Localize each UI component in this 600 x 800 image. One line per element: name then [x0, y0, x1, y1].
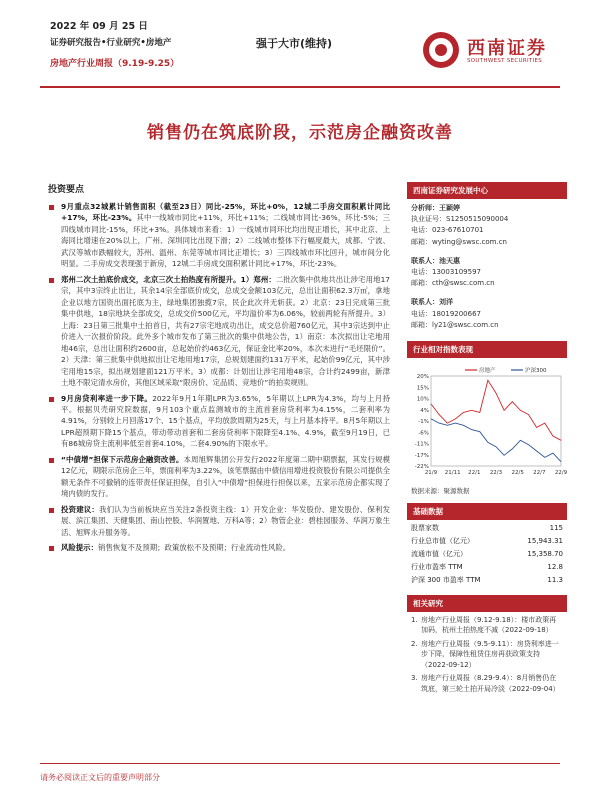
highlight-bold: 9月重点32城累计销售面积（截至23日）同比-25%，环比+0%，12城二手房交面积累计同比+17%，环比-23%。 [61, 202, 390, 223]
report-title: 销售仍在筑底阶段，示范房企融资改善 [147, 123, 453, 143]
relative-index-chart [407, 362, 567, 484]
stat-value: 12.8 [547, 563, 563, 572]
y-tick-label: -1% [418, 418, 429, 425]
logo-cn-text: 西南证券 [467, 38, 547, 59]
highlight-bold: “中债增”担保下示范房企融资改善。 [61, 454, 184, 464]
investment-highlights [48, 182, 390, 558]
stat-value: 11.3 [547, 576, 563, 585]
highlight-text: 其中一线城市同比+11%，环比+11%；二线城市同比-36%，环比-5%；三四线城市同比-15%，环比+3%。具体城市来看：1）一线城市同环比均出现正增长，其中北京、上海同比增速在20%以上，广州、深圳同比出现下滑；2）二线城市整体下行幅度最大，成都、宁波、武汉等城市跌幅较大，苏州、温州、东莞等城市同比正增长；3）三四线城市环比回升，城市间分化明显。二手房成交表现强于新房，12城二手房成交面积累计同比+17%，环比-23%。 [61, 213, 390, 269]
header-divider [40, 86, 560, 88]
sidebar [407, 182, 567, 697]
y-tick-label: -11% [414, 441, 429, 448]
y-tick-label: -17% [414, 452, 429, 459]
highlight-text: 销售恢复不及预期；政策放松不及预期；行业流动性风险。 [97, 543, 291, 553]
table-row [407, 522, 567, 535]
stat-label: 行业总市值（亿元） [411, 537, 474, 546]
y-tick-label: -22% [414, 463, 429, 470]
stat-value: 115 [549, 524, 563, 533]
y-tick-label: 15% [416, 385, 429, 392]
y-tick-label: 4% [420, 407, 429, 414]
company-logo [423, 32, 573, 74]
contact-phone: 电话：13003109597 [411, 267, 481, 276]
stat-label: 股票家数 [411, 524, 439, 533]
analyst-info [407, 199, 567, 331]
analyst-box-title: 西南证券研究发展中心 [407, 182, 567, 199]
weekly-title: 房地产行业周报（9.19-9.25） [50, 59, 180, 69]
contact-name: 联系人：刘洋 [411, 298, 453, 307]
highlight-text: 二批次集中供地共出让涉宅用地17宗，其中3宗终止出让，其余14宗全部底价成交，总成交金额103亿元，总出让面积62.3万㎡，拿地企业以地方国资出面托底为主，绿地集团独揽7宗，民企此次并无斩获。2）北京：23日完成第三批集中供地，18宗地块全部成交，总成交价500亿元，平均溢价率为6.06%，较前两轮有所提升。3）上海：23日第三批集中土拍首日，共有27宗宅地成功出让，成交总价超760亿元，其中3宗达到中止价进入一次报价阶段。此外多个城市发布了第三批次的集中供地公告，1）南京：本次拟出让宅地用地46宗，总出让面积约2600亩，总起始价约463亿元，保证金比率20%，本次未进行“毛坯限价”。2）天津：第三批集中供地拟出让宅地用地17宗，总规划建面约131万平米，起始价99亿元，其中涉宅用地15宗，拟出规划建面121万平米。3）成都：计划出让涉宅用地48宗，合计约2499亩，新津土地不限定清水房价，其他区域采取“限房价、定品质、竞地价”的拍卖规则。 [61, 274, 390, 388]
highlight-point [48, 393, 390, 450]
related-item[interactable] [411, 639, 563, 671]
y-tick-label: 10% [416, 396, 429, 403]
related-box-title: 相关研究 [407, 595, 567, 612]
chart-svg [407, 362, 567, 484]
stat-value: 15,943.31 [527, 537, 563, 546]
analyst-email[interactable]: 邮箱：wyting@swsc.com.cn [411, 237, 507, 246]
legend-label: 沪深300 [525, 367, 547, 374]
stat-label: 流通市值（亿元） [411, 550, 467, 559]
stat-label: 行业市盈率 TTM [411, 563, 463, 572]
stats-box-title: 基础数据 [407, 503, 567, 520]
related-num: 3. [411, 674, 418, 683]
highlight-point [48, 542, 390, 553]
analyst-phone: 电话：023-67610701 [411, 226, 484, 235]
highlight-text: 本周旭辉集团公开发行2022年度第二期中期票据，其发行规模12亿元，期限示范房企三年，票面利率为3.22%，该笔票据由中债信用增进投资股份有限公司提供全额无条件不可撤销的连带责任保证担保，自引入“中债增”担保进行担保以来，五家示范房企都实现了境内债的发行。 [61, 454, 391, 499]
contact-name: 联系人：池天惠 [411, 256, 460, 265]
industry-rating: 强于大市(维持) [256, 37, 333, 50]
contact-phone: 电话：18019200667 [411, 309, 481, 318]
x-tick-label: 22/9 [554, 469, 567, 476]
highlight-text: 我们认为当前板块应当关注2条投资主线：1）开发企业：华发股份、建发股份、保利发展、滨江集团、天健集团、南山控股、华润置地、万科A等；2）物管企业：碧桂园服务、华润万象生活、旭辉永升服务等。 [61, 504, 390, 537]
table-row [407, 561, 567, 574]
related-text: 房地产行业周报（9.12-9.18）：楼市政策再加码，杭州土拍热度不减（2022-09-18） [421, 615, 557, 635]
x-tick-label: 22/3 [489, 469, 503, 476]
highlight-point [48, 504, 390, 538]
report-type: 证券研究报告•行业研究•房地产 [50, 38, 172, 48]
contact-email[interactable]: 邮箱：cth@swsc.com.cn [411, 279, 495, 288]
section-title: 投资要点 [48, 185, 85, 195]
related-text: 房地产行业周报（8.29-9.4）：8月销售仍在筑底，第三轮土拍开局冷淡（2022-09-04） [421, 674, 560, 693]
table-row [407, 548, 567, 561]
footer-divider [40, 763, 560, 764]
legend-label: 房地产 [479, 367, 496, 374]
analyst-cert: 执业证号：S1250515090004 [411, 215, 509, 224]
x-tick-label: 21/9 [424, 469, 438, 476]
report-date: 2022 年 09 月 25 日 [50, 21, 148, 32]
related-research [407, 612, 567, 695]
chart-source: 数据来源：聚源数据 [411, 486, 470, 495]
highlight-bold: 9月房贷利率进一步下降。 [61, 393, 153, 403]
highlight-point [48, 274, 390, 389]
report-header [40, 14, 560, 94]
related-item[interactable] [411, 615, 563, 636]
highlight-text: 2022年9月1年期LPR为3.65%，5年期以上LPR为4.3%，均与上月持平。根据贝壳研究院数据，9月103个重点监测城市的主流首套房贷利率为4.15%，二套利率为4.91%，分别较上月回落17个、15个基点，平均放款周期为25天，与上月基本持平。8月5年期以上LPR超预期下降15个基点，带动带动首套和二套房贷利率下限降至4.1%、4.9%，截至9月19日，已有86城房贷主流利率低至首套4.10%，二套4.90%的下限水平。 [61, 393, 390, 449]
highlight-point [48, 454, 390, 500]
logo-mark-icon [423, 32, 459, 68]
highlight-bold: 风险提示： [61, 543, 98, 553]
contact-email[interactable]: 邮箱：ly21@swsc.com.cn [411, 320, 499, 329]
x-tick-label: 22/1 [468, 469, 481, 476]
highlight-point [48, 201, 390, 270]
series-line-real-estate [431, 380, 561, 440]
table-row [407, 535, 567, 548]
highlight-bold: 郑州二次土拍底价成交，北京三次土拍热度有所提升。1）郑州： [61, 274, 276, 284]
related-text: 房地产行业周报（9.5-9.11）：房贷利率进一步下降，保障性租赁住房再获政策支持（2022-09-12） [421, 639, 559, 669]
x-tick-label: 22/7 [533, 469, 546, 476]
related-item[interactable] [411, 673, 563, 694]
x-tick-label: 21/11 [444, 469, 461, 476]
basic-data-table [407, 522, 567, 587]
analyst-name: 分析师：王颖婷 [411, 204, 460, 212]
footer-disclaimer: 请务必阅读正文后的重要声明部分 [40, 773, 160, 782]
y-tick-label: 20% [416, 373, 429, 380]
logo-en-text: SOUTHWEST SECURITIES [467, 58, 543, 64]
chart-box-title: 行业相对指数表现 [407, 341, 567, 358]
highlight-bold: 投资建议： [61, 504, 100, 514]
stat-label: 沪深 300 市盈率 TTM [411, 576, 481, 585]
related-num: 2. [411, 639, 418, 648]
y-tick-label: -6% [418, 430, 429, 437]
related-num: 1. [411, 615, 418, 624]
table-row [407, 574, 567, 587]
stat-value: 15,358.70 [527, 550, 563, 559]
x-tick-label: 22/5 [511, 469, 524, 476]
